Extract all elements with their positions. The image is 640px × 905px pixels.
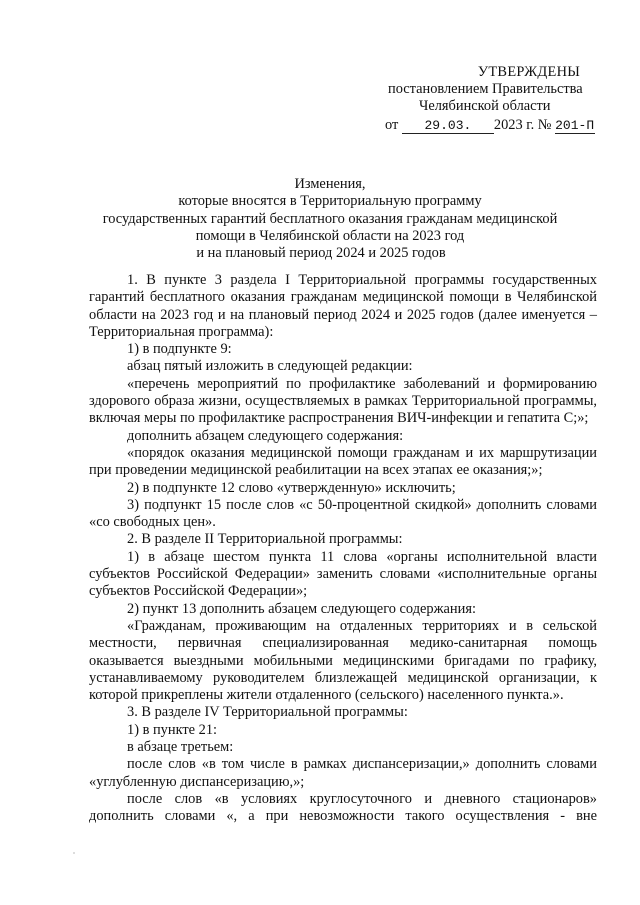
paragraph: 3) подпункт 15 после слов «с 50-процентной скидкой» дополнить словами «со свободных цен». xyxy=(89,496,597,531)
approval-line-2: Челябинской области xyxy=(419,98,551,114)
document-heading xyxy=(60,176,600,262)
paragraph: 2) в подпункте 12 слово «утвержденную» исключить; xyxy=(127,479,456,496)
paragraph: 1) в абзаце шестом пункта 11 слова «органы исполнительной власти субъектов Российской Федерации» заменить словами «исполнительные органы субъектов Российской Федерации»; xyxy=(89,548,597,600)
paragraph: «перечень мероприятий по профилактике заболеваний и формированию здорового образа жизни, осуществляемых в рамках Территориальной программы, включая меры по профилактике распространения ВИЧ-инфекции и гепатита С;»; xyxy=(89,375,597,427)
paragraph: «Гражданам, проживающим на отдаленных территориях и в сельской местности, первичная специализированная медико-санитарная помощь оказывается выездными мобильными медицинскими бригадами по графику, устанавливаемому руководителем близлежащей медицинской организации, к которой прикреплены жители отдаленного (сельского) населенного пункта.». xyxy=(89,617,597,704)
date-prefix: от xyxy=(385,117,399,133)
paragraph: в абзаце третьем: xyxy=(127,739,234,756)
paragraph: 2. В разделе II Территориальной программы: xyxy=(127,531,403,548)
heading-line: помощи в Челябинской области на 2023 год xyxy=(195,227,465,244)
paragraph: после слов «в условиях круглосуточного и дневного стационаров» дополнить словами «, а при невозможности такого осуществления - вне xyxy=(89,790,597,825)
approval-block xyxy=(385,64,635,134)
approval-date-line xyxy=(385,117,635,134)
paragraph: 1) в подпункте 9: xyxy=(127,341,232,358)
paragraph: после слов «в том числе в рамках диспансеризации,» дополнить словами «углубленную диспансеризацию,»; xyxy=(89,756,597,790)
paragraph: дополнить абзацем следующего содержания: xyxy=(127,427,404,444)
heading-line: которые вносятся в Территориальную программу xyxy=(178,193,482,210)
document-body xyxy=(89,272,597,826)
year-text: 2023 г. № xyxy=(493,117,552,133)
paragraph: 3. В разделе IV Территориальной программы: xyxy=(127,704,408,721)
paragraph: «порядок оказания медицинской помощи гражданам и их маршрутизации при проведении медицинской реабилитации на всех этапах ее оказания;»; xyxy=(89,444,597,479)
paragraph: 1. В пункте 3 раздела I Территориальной программы государственных гарантий бесплатного оказания гражданам медицинской помощи в Челябинской области на 2023 год и на плановый период 2024 и 2025 годов (далее именуется – Территориальная программа): xyxy=(89,272,597,340)
approval-number: 201-П xyxy=(555,118,595,133)
heading-line: и на плановый период 2024 и 2025 годов xyxy=(196,245,446,262)
approval-title: УТВЕРЖДЕНЫ xyxy=(477,64,581,80)
heading-line: государственных гарантий бесплатного оказания гражданам медицинской xyxy=(102,210,558,227)
paragraph: 1) в пункте 21: xyxy=(127,721,218,738)
approval-date: 29.03. xyxy=(402,118,494,134)
scan-speck xyxy=(73,852,75,854)
paragraph: абзац пятый изложить в следующей редакции: xyxy=(127,358,413,375)
heading-line: Изменения, xyxy=(294,176,366,192)
approval-line-1: постановлением Правительства xyxy=(388,81,583,97)
paragraph: 2) пункт 13 дополнить абзацем следующего содержания: xyxy=(127,600,476,617)
